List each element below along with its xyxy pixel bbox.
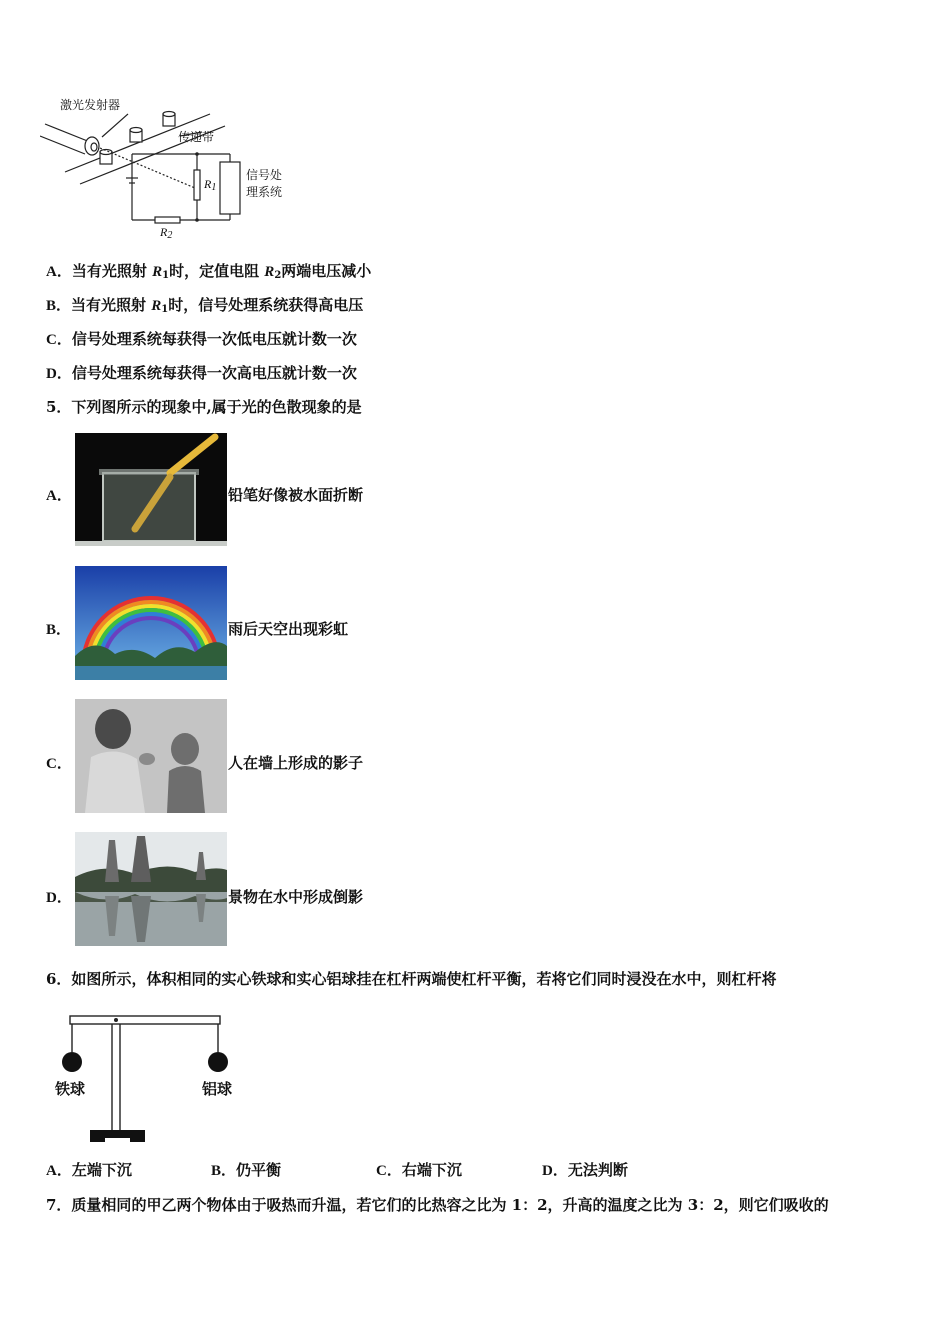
- rainbow-image: [75, 566, 227, 680]
- laser-emitter-label: 激光发射器: [60, 98, 121, 112]
- q5-option-b-letter: B．: [46, 622, 72, 638]
- q4-option-c: C．信号处理系统每获得一次低电压就计数一次: [46, 330, 357, 348]
- conveyor-belt-label: 传递带: [178, 130, 215, 144]
- laser-counter-figure: [40, 92, 300, 244]
- pencil-in-water-image: [75, 433, 227, 546]
- q6-option-a: A．左端下沉: [46, 1161, 132, 1179]
- q5-option-c-text: 人在墙上形成的影子: [228, 754, 364, 772]
- r1-label: $R_1$: [204, 177, 217, 193]
- q6-option-d: D．无法判断: [542, 1161, 628, 1179]
- aluminum-ball-label: 铝球: [202, 1080, 233, 1098]
- q4-option-d: D．信号处理系统每获得一次高电压就计数一次: [46, 364, 357, 382]
- shadow-on-wall-image: [75, 699, 227, 813]
- q4-option-b: B．当有光照射 $R_1$时，信号处理系统获得高电压: [46, 296, 364, 315]
- signal-system-label-1: 信号处: [246, 168, 283, 182]
- q5-option-a-text: 铅笔好像被水面折断: [228, 486, 364, 504]
- q5-option-b-text: 雨后天空出现彩虹: [228, 620, 349, 638]
- q5-option-c-letter: C．: [46, 756, 72, 772]
- q5-option-d-text: 景物在水中形成倒影: [228, 888, 364, 906]
- r2-label: $R_2$: [160, 225, 173, 241]
- q6-stem: 6．如图所示，体积相同的实心铁球和实心铝球挂在杠杆两端使杠杆平衡，若将它们同时浸没在水中，则杠杆将: [46, 970, 777, 988]
- q5-option-a-letter: A．: [46, 488, 72, 504]
- q7-stem: 7．质量相同的甲乙两个物体由于吸热而升温，若它们的比热容之比为 1：2，升高的温度之比为 3：2，则它们吸收的: [46, 1196, 829, 1214]
- signal-system-label-2: 理系统: [246, 185, 283, 199]
- q5-stem: 5．下列图所示的现象中,属于光的色散现象的是: [46, 398, 362, 416]
- q5-option-d-letter: D．: [46, 890, 72, 906]
- q6-option-b: B．仍平衡: [211, 1161, 282, 1179]
- q6-option-c: C．右端下沉: [376, 1161, 462, 1179]
- water-reflection-image: [75, 832, 227, 946]
- lever-figure: [50, 1010, 250, 1148]
- iron-ball-label: 铁球: [55, 1080, 86, 1098]
- q4-option-a: A．当有光照射 $R_1$时，定值电阻 $R_2$两端电压减小: [46, 262, 372, 281]
